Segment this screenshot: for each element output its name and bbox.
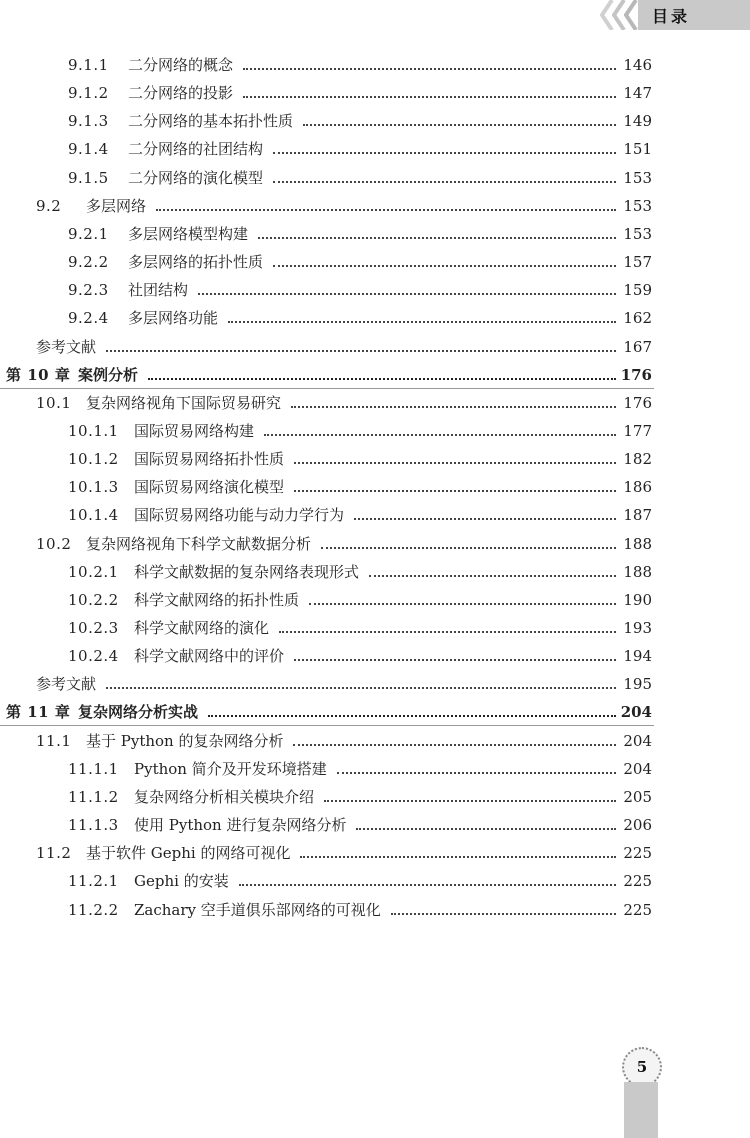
toc-chapter-entry[interactable] bbox=[0, 699, 750, 725]
chevron-decoration-icon bbox=[624, 0, 638, 30]
toc-entry-number: 10.2.2 bbox=[68, 591, 119, 609]
toc-entry-page: 182 bbox=[623, 450, 652, 468]
toc-entry-number: 9.1.3 bbox=[68, 112, 109, 130]
dot-leader bbox=[243, 68, 616, 70]
toc-entry-page: 153 bbox=[623, 197, 652, 215]
dot-leader bbox=[106, 350, 616, 352]
dot-leader bbox=[279, 631, 616, 633]
toc-chapter-entry[interactable] bbox=[0, 362, 750, 388]
toc-entry-page: 194 bbox=[623, 647, 652, 665]
toc-entry-page: 225 bbox=[623, 844, 652, 862]
toc-entry-page: 149 bbox=[623, 112, 652, 130]
dot-leader bbox=[294, 659, 616, 661]
toc-entry-page: 205 bbox=[623, 788, 652, 806]
toc-entry[interactable] bbox=[0, 840, 750, 866]
toc-entry[interactable] bbox=[0, 728, 750, 754]
dot-leader bbox=[303, 124, 616, 126]
toc-entry-title: 国际贸易网络构建 bbox=[134, 422, 255, 440]
toc-entry[interactable] bbox=[0, 334, 750, 360]
dot-leader bbox=[106, 687, 616, 689]
dot-leader bbox=[391, 913, 616, 915]
toc-entry-title: 二分网络的演化模型 bbox=[128, 169, 264, 187]
toc-entry-number: 10.1.4 bbox=[68, 506, 119, 524]
toc-entry-number: 9.1.2 bbox=[68, 84, 109, 102]
toc-entry[interactable] bbox=[0, 305, 750, 331]
toc-entry-page: 225 bbox=[623, 872, 652, 890]
toc-entry-page: 153 bbox=[623, 169, 652, 187]
toc-entry-number: 9.2 bbox=[36, 197, 62, 215]
section-label: 目录 bbox=[652, 7, 691, 26]
chapter-underline bbox=[0, 725, 654, 726]
toc-entry-number: 10.2.1 bbox=[68, 563, 119, 581]
toc-entry-number: 第 11 章 bbox=[6, 703, 71, 721]
toc-entry-title: 多层网络的拓扑性质 bbox=[128, 253, 264, 271]
toc-entry[interactable] bbox=[0, 897, 750, 923]
toc-entry-page: 162 bbox=[623, 309, 652, 327]
toc-entry-number: 10.1 bbox=[36, 394, 72, 412]
toc-entry-title: 科学文献网络中的评价 bbox=[134, 647, 285, 665]
toc-entry-title: 复杂网络视角下科学文献数据分析 bbox=[86, 535, 312, 553]
toc-entry-title: 基于软件 Gephi 的网络可视化 bbox=[86, 844, 291, 862]
toc-entry-title: 多层网络功能 bbox=[128, 309, 219, 327]
dot-leader bbox=[300, 856, 616, 858]
dot-leader bbox=[291, 406, 616, 408]
toc-entry-number: 11.1.1 bbox=[68, 760, 119, 778]
dot-leader bbox=[148, 378, 616, 380]
toc-entry-title: 多层网络模型构建 bbox=[128, 225, 249, 243]
page-edge-strip bbox=[624, 1082, 658, 1138]
toc-entry-number: 第 10 章 bbox=[6, 366, 71, 384]
toc-entry-title: 国际贸易网络拓扑性质 bbox=[134, 450, 285, 468]
toc-entry[interactable] bbox=[0, 812, 750, 838]
toc-entry-title: 多层网络 bbox=[86, 197, 147, 215]
dot-leader bbox=[243, 96, 616, 98]
toc-entry[interactable] bbox=[0, 446, 750, 472]
toc-entry-title: 国际贸易网络演化模型 bbox=[134, 478, 285, 496]
toc-entry-number: 10.1.3 bbox=[68, 478, 119, 496]
toc-entry[interactable] bbox=[0, 136, 750, 162]
toc-entry-page: 204 bbox=[620, 703, 652, 721]
toc-entry[interactable] bbox=[0, 474, 750, 500]
dot-leader bbox=[208, 715, 616, 717]
toc-entry[interactable] bbox=[0, 587, 750, 613]
toc-entry-number: 9.1.1 bbox=[68, 56, 109, 74]
dot-leader bbox=[356, 828, 616, 830]
toc-entry[interactable] bbox=[0, 868, 750, 894]
toc-entry[interactable] bbox=[0, 756, 750, 782]
dot-leader bbox=[294, 490, 616, 492]
dot-leader bbox=[258, 237, 616, 239]
toc-entry-page: 186 bbox=[623, 478, 652, 496]
dot-leader bbox=[273, 152, 616, 154]
toc-entry-number: 10.1.2 bbox=[68, 450, 119, 468]
toc-entry[interactable] bbox=[0, 643, 750, 669]
toc-entry-title: 参考文献 bbox=[36, 338, 97, 356]
dot-leader bbox=[228, 321, 616, 323]
dot-leader bbox=[264, 434, 616, 436]
toc-entry-number: 10.1.1 bbox=[68, 422, 119, 440]
toc-entry-title: 二分网络的基本拓扑性质 bbox=[128, 112, 294, 130]
toc-entry-page: 195 bbox=[623, 675, 652, 693]
toc-entry-title: 参考文献 bbox=[36, 675, 97, 693]
toc-entry-title: 二分网络的投影 bbox=[128, 84, 234, 102]
dot-leader bbox=[293, 744, 616, 746]
dot-leader bbox=[273, 181, 616, 183]
toc-entry-title: 国际贸易网络功能与动力学行为 bbox=[134, 506, 345, 524]
toc-entry-title: 科学文献网络的拓扑性质 bbox=[134, 591, 300, 609]
toc-entry-title: 复杂网络分析相关模块介绍 bbox=[134, 788, 315, 806]
toc-entry[interactable] bbox=[0, 52, 750, 78]
toc-entry-page: 193 bbox=[623, 619, 652, 637]
toc-entry-number: 11.1.2 bbox=[68, 788, 119, 806]
toc-entry-number: 11.2.1 bbox=[68, 872, 119, 890]
toc-entry-title: 基于 Python 的复杂网络分析 bbox=[86, 732, 284, 750]
toc-entry-page: 187 bbox=[623, 506, 652, 524]
toc-entry[interactable] bbox=[0, 277, 750, 303]
toc-entry-page: 204 bbox=[623, 732, 652, 750]
toc-entry-title: 科学文献数据的复杂网络表现形式 bbox=[134, 563, 360, 581]
toc-entry[interactable] bbox=[0, 418, 750, 444]
toc-entry-page: 176 bbox=[623, 394, 652, 412]
toc-entry-title: 社团结构 bbox=[128, 281, 189, 299]
toc-entry-title: 二分网络的概念 bbox=[128, 56, 234, 74]
toc-entry[interactable] bbox=[0, 165, 750, 191]
toc-entry[interactable] bbox=[0, 390, 750, 416]
toc-entry[interactable] bbox=[0, 80, 750, 106]
toc-entry-page: 176 bbox=[620, 366, 652, 384]
toc-entry-number: 9.1.5 bbox=[68, 169, 109, 187]
toc-entry-title: 复杂网络分析实战 bbox=[78, 703, 199, 721]
dot-leader bbox=[239, 884, 616, 886]
dot-leader bbox=[337, 772, 616, 774]
toc-entry-number: 10.2 bbox=[36, 535, 72, 553]
dot-leader bbox=[198, 293, 616, 295]
toc-entry[interactable] bbox=[0, 615, 750, 641]
toc-entry-page: 159 bbox=[623, 281, 652, 299]
toc-entry-page: 147 bbox=[623, 84, 652, 102]
dot-leader bbox=[273, 265, 616, 267]
toc-entry-title: Gephi 的安装 bbox=[134, 872, 229, 890]
toc-entry[interactable] bbox=[0, 193, 750, 219]
toc-entry-page: 188 bbox=[623, 563, 652, 581]
toc-entry-number: 9.2.4 bbox=[68, 309, 109, 327]
dot-leader bbox=[294, 462, 616, 464]
toc-entry-page: 206 bbox=[623, 816, 652, 834]
toc-entry-title: Zachary 空手道俱乐部网络的可视化 bbox=[134, 901, 381, 919]
toc-entry[interactable] bbox=[0, 671, 750, 697]
dot-leader bbox=[324, 800, 616, 802]
toc-entry-number: 9.2.2 bbox=[68, 253, 109, 271]
chapter-underline bbox=[0, 388, 654, 389]
toc-entry[interactable] bbox=[0, 249, 750, 275]
toc-entry-number: 11.2.2 bbox=[68, 901, 119, 919]
toc-entry-page: 167 bbox=[623, 338, 652, 356]
dot-leader bbox=[156, 209, 616, 211]
toc-entry-title: Python 简介及开发环境搭建 bbox=[134, 760, 327, 778]
toc-entry-title: 二分网络的社团结构 bbox=[128, 140, 264, 158]
toc-entry-page: 157 bbox=[623, 253, 652, 271]
toc-entry-number: 9.1.4 bbox=[68, 140, 109, 158]
toc-entry[interactable] bbox=[0, 221, 750, 247]
toc-entry-number: 9.2.3 bbox=[68, 281, 109, 299]
section-tab bbox=[638, 0, 750, 30]
toc-entry-page: 190 bbox=[623, 591, 652, 609]
toc-entry[interactable] bbox=[0, 108, 750, 134]
toc-entry-page: 151 bbox=[623, 140, 652, 158]
toc-entry[interactable] bbox=[0, 531, 750, 557]
toc-entry-number: 11.2 bbox=[36, 844, 72, 862]
dot-leader bbox=[354, 518, 616, 520]
toc-entry-page: 177 bbox=[623, 422, 652, 440]
toc-entry-title: 案例分析 bbox=[78, 366, 139, 384]
dot-leader bbox=[369, 575, 616, 577]
toc-entry[interactable] bbox=[0, 784, 750, 810]
toc-entry-page: 204 bbox=[623, 760, 652, 778]
dot-leader bbox=[309, 603, 616, 605]
toc-entry-number: 9.2.1 bbox=[68, 225, 109, 243]
toc-entry-title: 科学文献网络的演化 bbox=[134, 619, 270, 637]
dot-leader bbox=[321, 547, 616, 549]
toc-entry[interactable] bbox=[0, 502, 750, 528]
toc-entry-title: 使用 Python 进行复杂网络分析 bbox=[134, 816, 347, 834]
toc-entry-number: 11.1.3 bbox=[68, 816, 119, 834]
section-header bbox=[600, 0, 750, 30]
toc-entry-number: 10.2.4 bbox=[68, 647, 119, 665]
toc-entry-page: 153 bbox=[623, 225, 652, 243]
toc-entry-page: 188 bbox=[623, 535, 652, 553]
toc-entry-number: 10.2.3 bbox=[68, 619, 119, 637]
toc-entry-title: 复杂网络视角下国际贸易研究 bbox=[86, 394, 282, 412]
toc-entry-page: 225 bbox=[623, 901, 652, 919]
toc-entry-page: 146 bbox=[623, 56, 652, 74]
toc-entry[interactable] bbox=[0, 559, 750, 585]
toc-entry-number: 11.1 bbox=[36, 732, 72, 750]
page-number-badge: 5 bbox=[622, 1047, 662, 1087]
